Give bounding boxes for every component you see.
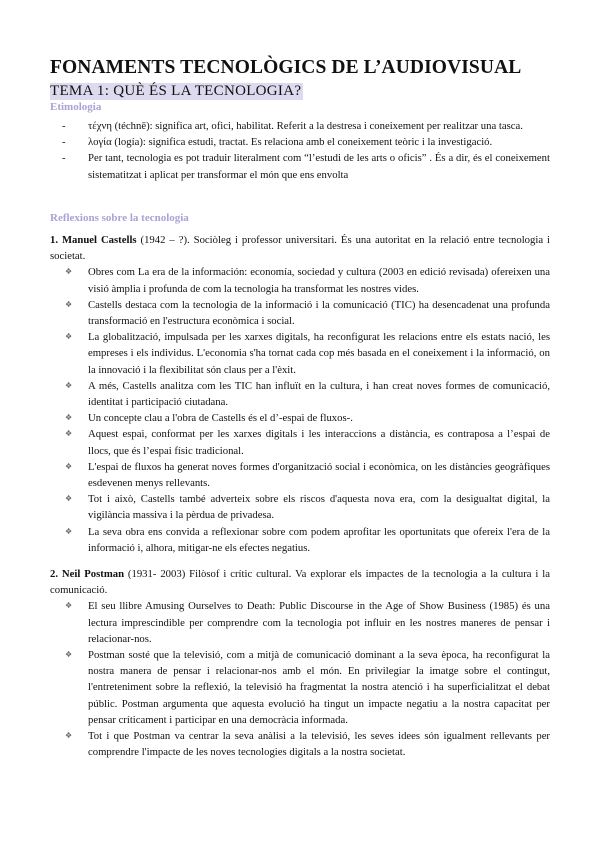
- list-item: ❖ Tot i que Postman va centrar la seva anàlisi a la televisió, les seves idees són igualment rellevants per comprendre l'impacte de les noves tecnologies digitals a la nostra societat.: [65, 730, 550, 759]
- castells-list: [50, 264, 550, 556]
- list-item: - λογία (logía): significa estudi, tractat. Es relaciona amb el coneixement teòric i la investigació.: [50, 134, 550, 150]
- list-item: ❖ Un concepte clau a l'obra de Castells és el d’-espai de fluxos-.: [50, 410, 550, 426]
- list-item: ❖ Postman sosté que la televisió, com a mitjà de comunicació dominant a la seva època, ha reconfigurat la nostra manera de pensar i relacionar-nos amb el món. En privilegiar la imatge sobre el contingut, l'entreteniment sobre la reflexió, la televisió ha fragmentat la nostra atenció i ha superficialitzat el debat públic. Postman argumenta que aquesta evolució ha tingut un impacte negatiu a la nostra capacitat per pensar críticament i participar en una democràcia informada.: [65, 649, 550, 726]
- list-item: - τέχνη (téchnē): significa art, ofici, habilitat. Referit a la destresa i coneixement per realitzar una tasca.: [50, 118, 550, 134]
- diamond-bullet-icon: ❖: [65, 461, 73, 471]
- diamond-bullet-icon: ❖: [65, 332, 73, 342]
- list-item: ❖ Castells destaca com la tecnologia de la informació i la comunicació (TIC) ha desencadenat una profunda transformació en l'estructura econòmica i social.: [65, 298, 550, 328]
- diamond-bullet-icon: ❖: [65, 267, 73, 277]
- list-item: ❖ A més, Castells analitza com les TIC han influït en la cultura, i han creat noves formes de comunicació, identitat i participació ciutadana.: [65, 379, 550, 409]
- list-item: ❖ Aquest espai, conformat per les xarxes digitals i les interaccions a distància, es contraposa a l’espai de llocs, que és l’espai físic tradicional.: [65, 428, 550, 457]
- list-item: ❖ El seu llibre Amusing Ourselves to Death: Public Discourse in the Age of Show Business (1985) és una lectura imprescindible per comprendre com la tecnologia pot influir en les nostres maneres de pensar i relacionar-nos.: [65, 600, 550, 645]
- document-title: FONAMENTS TECNOLÒGICS DE L’AUDIOVISUAL: [50, 57, 522, 78]
- etimologia-list: [50, 118, 550, 183]
- author-name: 1. Manuel Castells: [50, 234, 137, 246]
- postman-section: [50, 566, 550, 760]
- diamond-bullet-icon: ❖: [65, 429, 73, 439]
- diamond-bullet-icon: ❖: [65, 601, 73, 611]
- castells-section: [50, 232, 550, 556]
- postman-list: [50, 598, 550, 760]
- reflexions-heading: Reflexions sobre la tecnologia: [50, 212, 189, 224]
- diamond-bullet-icon: ❖: [65, 299, 73, 309]
- list-item: ❖ Tot i això, Castells també adverteix sobre els riscos d'aquesta nova era, com la desigualtat digital, la vigilància massiva i la pèrdua de privadesa.: [65, 493, 550, 522]
- author-description: (1942 – ?). Sociòleg i professor universitari. És una autoritat en la relació entre tecnologia i societat.: [50, 234, 550, 263]
- list-item: ❖ La globalització, impulsada per les xarxes digitals, ha reconfigurat les relacions entre els estats nació, les empreses i els individus. L'economia s'ha tornat cada cop més basada en el coneixement i la informació, on la innovació i la flexibilitat són claus per a l'èxit.: [65, 331, 550, 376]
- author-description: (1931- 2003) Filòsof i crític cultural. Va explorar els impactes de la tecnologia a la cultura i la comunicació.: [50, 568, 550, 597]
- diamond-bullet-icon: ❖: [65, 526, 73, 536]
- diamond-bullet-icon: ❖: [65, 494, 73, 504]
- etimologia-heading: Etimologia: [50, 101, 102, 113]
- diamond-bullet-icon: ❖: [65, 413, 73, 423]
- diamond-bullet-icon: ❖: [65, 380, 73, 390]
- topic-heading: TEMA 1: QUÈ ÉS LA TECNOLOGIA?: [50, 83, 302, 99]
- list-item: ❖ Obres com La era de la información: economía, sociedad y cultura (2003 en edició revisada) ofereixen una visió àmplia i profunda de com la tecnologia ha transformat les nostres vides.: [65, 266, 550, 295]
- diamond-bullet-icon: ❖: [65, 650, 73, 660]
- list-item: - Per tant, tecnologia es pot traduir literalment com “l’estudi de les arts o oficis” . És a dir, és el coneixement sistematitzat i aplicat per transformar el món que ens envolta: [50, 150, 550, 182]
- list-item: ❖ La seva obra ens convida a reflexionar sobre com podem aprofitar les oportunitats que ofereix l'era de la informació i, alhora, mitigar-ne els efectes negatius.: [65, 525, 550, 554]
- list-item: ❖ L'espai de fluxos ha generat noves formes d'organització social i econòmica, on les distàncies geogràfiques esdevenen menys rellevants.: [65, 460, 550, 490]
- postman-intro: [50, 566, 550, 598]
- diamond-bullet-icon: ❖: [65, 731, 73, 741]
- author-name: 2. Neil Postman: [50, 568, 125, 580]
- castells-intro: [50, 232, 550, 264]
